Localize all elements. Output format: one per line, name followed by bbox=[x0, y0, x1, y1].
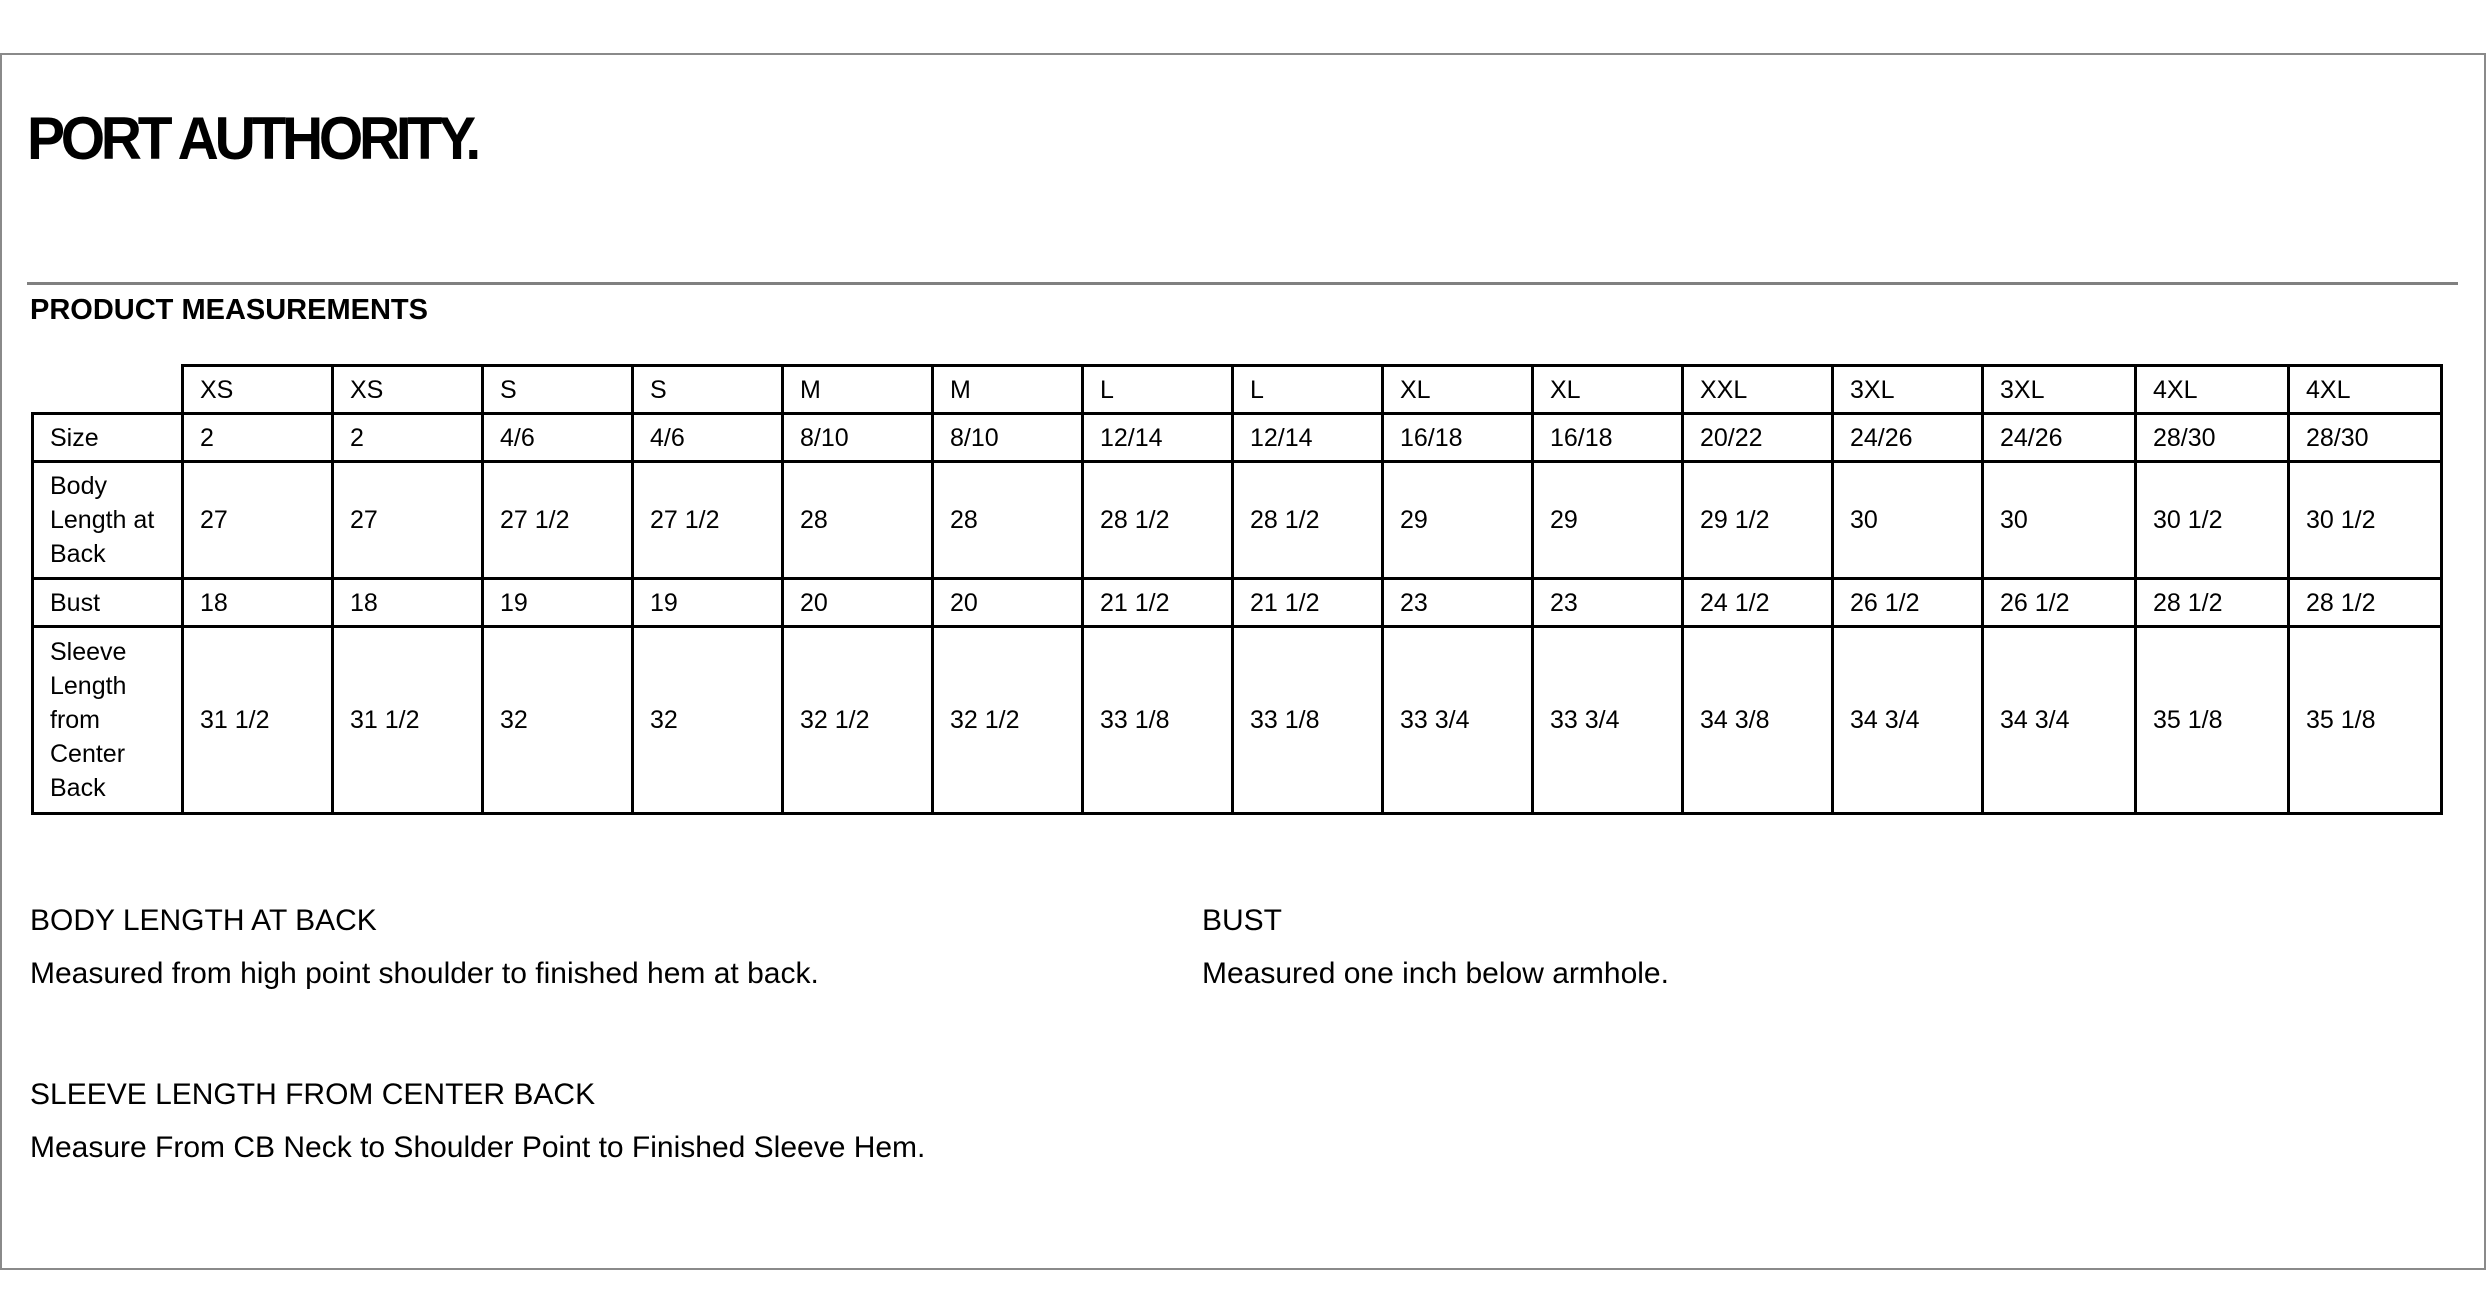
measurement-cell: 20 bbox=[783, 579, 933, 627]
sleeve-length-row bbox=[33, 627, 2442, 814]
measurement-cell: 24 1/2 bbox=[1683, 579, 1833, 627]
measurement-cell: 16/18 bbox=[1533, 414, 1683, 462]
measurement-cell: 23 bbox=[1533, 579, 1683, 627]
size-header-cell: XL bbox=[1533, 366, 1683, 414]
measurement-cell: 35 1/8 bbox=[2289, 627, 2442, 814]
header-divider bbox=[27, 282, 2458, 285]
size-header-cell: L bbox=[1083, 366, 1233, 414]
size-header-cell: 3XL bbox=[1983, 366, 2136, 414]
bust-description: Measured one inch below armhole. bbox=[1202, 957, 1669, 990]
measurement-cell: 2 bbox=[183, 414, 333, 462]
measurement-cell: 19 bbox=[483, 579, 633, 627]
measurement-cell: 28 1/2 bbox=[2136, 579, 2289, 627]
row-label-cell: Sleeve Length from Center Back bbox=[33, 627, 183, 814]
measurement-cell: 12/14 bbox=[1083, 414, 1233, 462]
row-label-cell: Size bbox=[33, 414, 183, 462]
size-header-cell: M bbox=[933, 366, 1083, 414]
measurement-cell: 28/30 bbox=[2289, 414, 2442, 462]
measurement-cell: 33 1/8 bbox=[1233, 627, 1383, 814]
size-header-cell: M bbox=[783, 366, 933, 414]
measurement-cell: 12/14 bbox=[1233, 414, 1383, 462]
measurement-cell: 24/26 bbox=[1833, 414, 1983, 462]
size-header-cell: 3XL bbox=[1833, 366, 1983, 414]
measurement-cell: 18 bbox=[183, 579, 333, 627]
body-length-row bbox=[33, 462, 2442, 579]
measurement-cell: 21 1/2 bbox=[1083, 579, 1233, 627]
measurement-cell: 23 bbox=[1383, 579, 1533, 627]
size-header-cell: 4XL bbox=[2289, 366, 2442, 414]
body-length-description: Measured from high point shoulder to finished hem at back. bbox=[30, 957, 819, 990]
measurement-cell: 28 1/2 bbox=[2289, 579, 2442, 627]
section-title: PRODUCT MEASUREMENTS bbox=[30, 294, 428, 326]
bust-row bbox=[33, 579, 2442, 627]
measurement-cell: 8/10 bbox=[783, 414, 933, 462]
measurement-cell: 19 bbox=[633, 579, 783, 627]
measurement-cell: 28 1/2 bbox=[1233, 462, 1383, 579]
measurement-cell: 20 bbox=[933, 579, 1083, 627]
table-corner-cell bbox=[33, 366, 183, 414]
measurement-cell: 29 bbox=[1383, 462, 1533, 579]
measurement-cell: 30 bbox=[1833, 462, 1983, 579]
measurement-cell: 34 3/8 bbox=[1683, 627, 1833, 814]
size-header-cell: 4XL bbox=[2136, 366, 2289, 414]
measurement-cell: 29 bbox=[1533, 462, 1683, 579]
size-row bbox=[33, 414, 2442, 462]
measurement-cell: 20/22 bbox=[1683, 414, 1833, 462]
measurement-cell: 29 1/2 bbox=[1683, 462, 1833, 579]
size-header-cell: XXL bbox=[1683, 366, 1833, 414]
measurement-cell: 27 1/2 bbox=[633, 462, 783, 579]
measurement-cell: 27 1/2 bbox=[483, 462, 633, 579]
measurement-cell: 8/10 bbox=[933, 414, 1083, 462]
measurement-cell: 4/6 bbox=[483, 414, 633, 462]
measurement-cell: 34 3/4 bbox=[1983, 627, 2136, 814]
measurement-cell: 31 1/2 bbox=[333, 627, 483, 814]
measurement-cell: 30 1/2 bbox=[2136, 462, 2289, 579]
bust-title: BUST bbox=[1202, 904, 1283, 937]
measurement-cell: 32 1/2 bbox=[933, 627, 1083, 814]
table-header-row bbox=[33, 366, 2442, 414]
measurement-cell: 24/26 bbox=[1983, 414, 2136, 462]
measurement-cell: 28/30 bbox=[2136, 414, 2289, 462]
measurement-cell: 30 bbox=[1983, 462, 2136, 579]
measurement-cell: 30 1/2 bbox=[2289, 462, 2442, 579]
measurement-cell: 32 bbox=[483, 627, 633, 814]
sleeve-length-description: Measure From CB Neck to Shoulder Point to Finished Sleeve Hem. bbox=[30, 1131, 926, 1164]
measurement-cell: 33 3/4 bbox=[1533, 627, 1683, 814]
measurement-cell: 26 1/2 bbox=[1983, 579, 2136, 627]
size-header-cell: S bbox=[633, 366, 783, 414]
measurement-cell: 26 1/2 bbox=[1833, 579, 1983, 627]
size-header-cell: L bbox=[1233, 366, 1383, 414]
measurement-cell: 2 bbox=[333, 414, 483, 462]
size-header-cell: S bbox=[483, 366, 633, 414]
measurement-cell: 21 1/2 bbox=[1233, 579, 1383, 627]
measurement-cell: 4/6 bbox=[633, 414, 783, 462]
row-label-cell: Body Length at Back bbox=[33, 462, 183, 579]
size-header-cell: XS bbox=[333, 366, 483, 414]
body-length-title: BODY LENGTH AT BACK bbox=[30, 904, 377, 937]
measurement-cell: 27 bbox=[183, 462, 333, 579]
measurement-cell: 28 bbox=[783, 462, 933, 579]
measurement-cell: 35 1/8 bbox=[2136, 627, 2289, 814]
measurement-cell: 16/18 bbox=[1383, 414, 1533, 462]
brand-logo: PORT AUTHORITY. bbox=[27, 105, 477, 172]
measurement-cell: 27 bbox=[333, 462, 483, 579]
measurement-cell: 33 3/4 bbox=[1383, 627, 1533, 814]
measurement-cell: 32 1/2 bbox=[783, 627, 933, 814]
measurement-cell: 32 bbox=[633, 627, 783, 814]
measurement-cell: 28 1/2 bbox=[1083, 462, 1233, 579]
measurement-cell: 34 3/4 bbox=[1833, 627, 1983, 814]
measurements-table bbox=[31, 364, 2443, 815]
measurement-cell: 18 bbox=[333, 579, 483, 627]
row-label-cell: Bust bbox=[33, 579, 183, 627]
sleeve-length-title: SLEEVE LENGTH FROM CENTER BACK bbox=[30, 1078, 596, 1111]
measurement-cell: 28 bbox=[933, 462, 1083, 579]
measurement-cell: 31 1/2 bbox=[183, 627, 333, 814]
size-header-cell: XS bbox=[183, 366, 333, 414]
measurement-cell: 33 1/8 bbox=[1083, 627, 1233, 814]
size-header-cell: XL bbox=[1383, 366, 1533, 414]
